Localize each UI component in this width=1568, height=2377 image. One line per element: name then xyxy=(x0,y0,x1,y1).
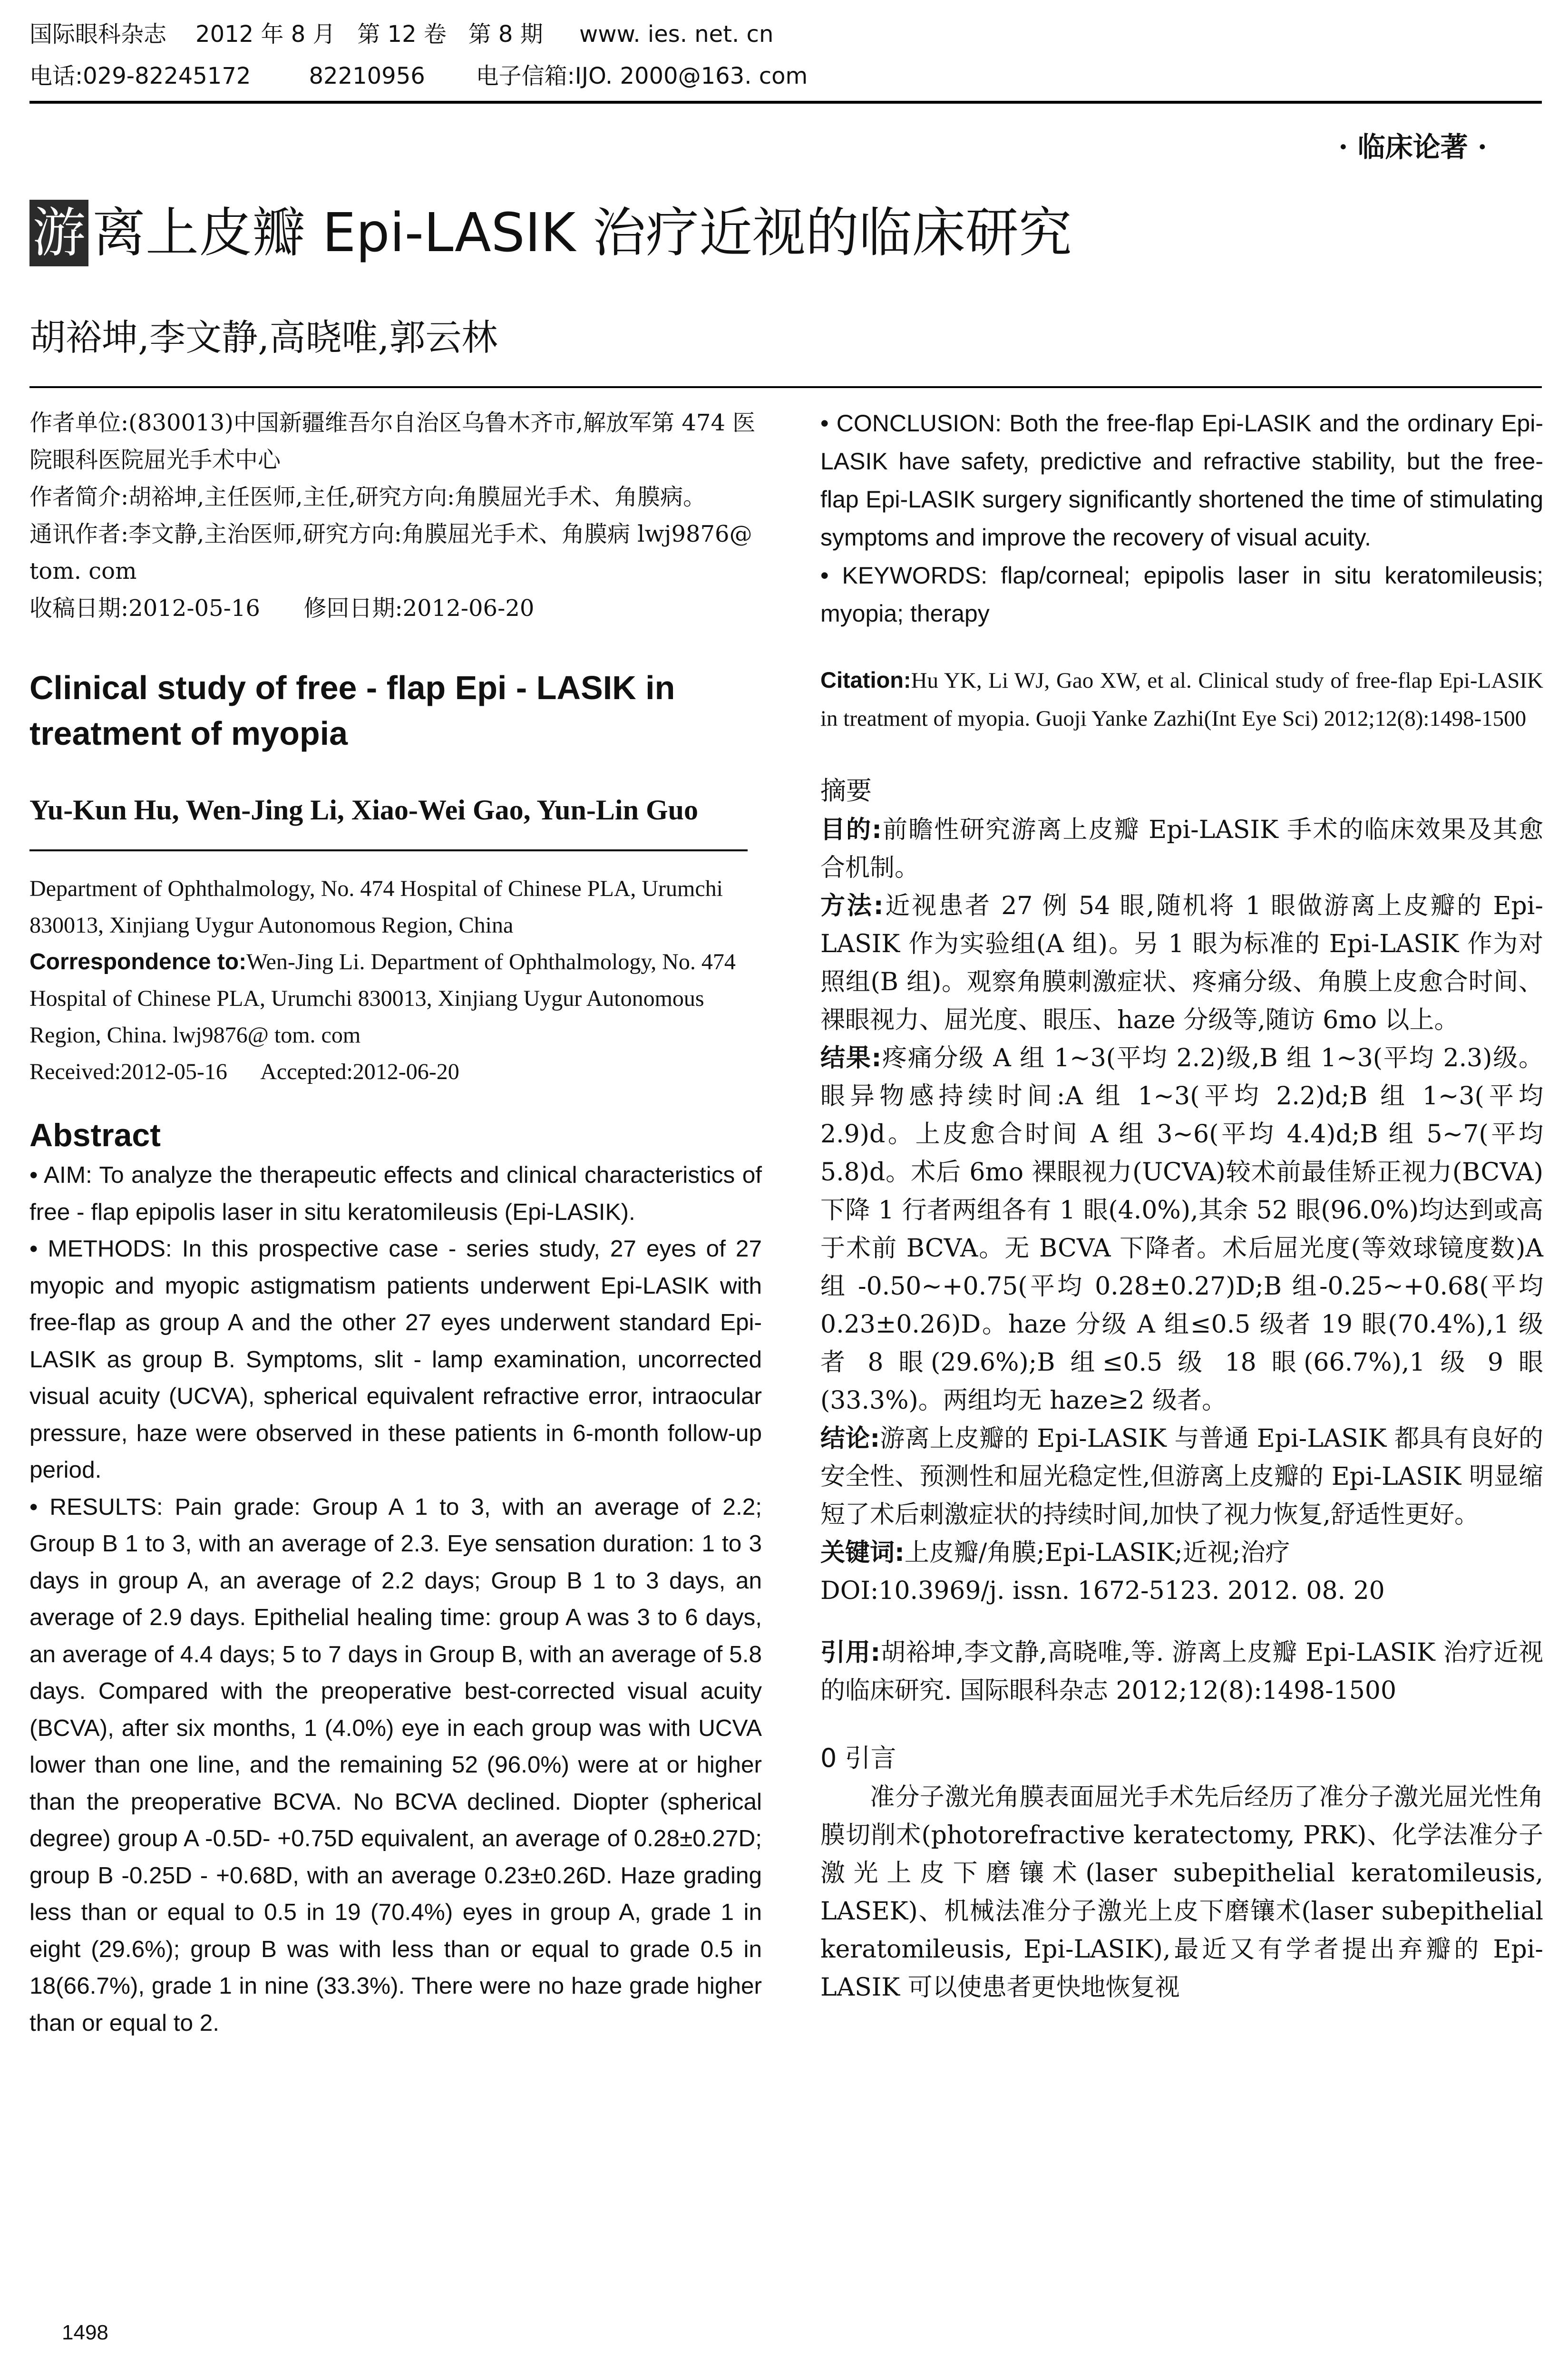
abstract-methods: • METHODS: In this prospective case - series study, 27 eyes of 27 myopic and myopic astigmatism patients underwent Epi-LASIK with free-flap as group A and the other 27 eyes underwent standard Epi-LASIK as group B. Symptoms, slit - lamp examination, uncorrected visual acuity (UCVA), spherical equivalent refractive error, intraocular pressure, haze were observed in these patients in 6-month follow-up period. xyxy=(29,1236,762,1483)
citation-text: Hu YK, Li WJ, Gao XW, et al. Clinical study of free-flap Epi-LASIK in treatment of myopia. Guoji Yanke Zazhi(Int Eye Sci) 2012;12(8):1498-1500 xyxy=(820,668,1543,731)
citation-label-cn: 引用: xyxy=(820,1638,881,1667)
abstract-heading-cn: 摘要 xyxy=(820,776,872,806)
abstract-keywords: • KEYWORDS: flap/corneal; epipolis laser in situ keratomileusis; myopia; therapy xyxy=(820,562,1543,627)
introduction-heading: 0 引言 xyxy=(820,1743,896,1773)
abstract-conclusion-cn: 结论:游离上皮瓣的 Epi-LASIK 与普通 Epi-LASIK 都具有良好的安全性、预测性和屈光稳定性,但游离上皮瓣的 Epi-LASIK 明显缩短了术后刺激症状的持续时间,加快了视力恢复,舒适性更好。 xyxy=(820,1424,1543,1529)
left-column xyxy=(29,404,762,2041)
english-authors: Yu-Kun Hu, Wen-Jing Li, Xiao-Wei Gao, Yun-Lin Guo xyxy=(29,794,698,826)
abstract-chinese xyxy=(820,811,1543,1610)
citation-english xyxy=(820,661,1543,738)
citation-label: Citation: xyxy=(820,667,911,692)
title-drop-character: 游 xyxy=(29,200,88,266)
section-label: · 临床论著 · xyxy=(1338,131,1487,163)
author-affiliation-cn: 作者单位:(830013)中国新疆维吾尔自治区乌鲁木齐市,解放军第 474 医院眼科医院屈光手术中心 xyxy=(29,409,756,473)
author-bio-cn: 作者简介:胡裕坤,主任医师,主任,研究方向:角膜屈光手术、角膜病。 xyxy=(29,484,706,510)
english-affiliation: Department of Ophthalmology, No. 474 Hospital of Chinese PLA, Urumchi 830013, Xinjiang Uygur Autonomous Region, China xyxy=(29,876,723,938)
abstract-methods-cn: 方法:近视患者 27 例 54 眼,随机将 1 眼做游离上皮瓣的 Epi-LASIK 作为实验组(A 组)。另 1 眼为标准的 Epi-LASIK 作为对照组(B 组)。观察角膜刺激症状、疼痛分级、角膜上皮愈合时间、裸眼视力、屈光度、眼压、haze 分级等,随访 6mo 以上。 xyxy=(820,892,1544,1034)
english-title: Clinical study of free - flap Epi - LASIK in treatment of myopia xyxy=(29,669,675,752)
page-number: 1498 xyxy=(62,2321,108,2344)
dates-cn: 收稿日期:2012-05-16 修回日期:2012-06-20 xyxy=(29,595,535,622)
journal-header-line1: 国际眼科杂志 2012 年 8 月 第 12 卷 第 8 期 www. ies. net. cn xyxy=(29,21,774,48)
right-column xyxy=(820,404,1543,2007)
abstract-conclusion: • CONCLUSION: Both the free-flap Epi-LASIK and the ordinary Epi-LASIK have safety, predictive and refractive stability, but the free-flap Epi-LASIK surgery significantly shortened the time of stimulating symptoms and improve the recovery of visual acuity. xyxy=(820,410,1543,551)
keywords-cn: 关键词:上皮瓣/角膜;Epi-LASIK;近视;治疗 xyxy=(820,1539,1290,1567)
doi: DOI:10.3969/j. issn. 1672-5123. 2012. 08. 20 xyxy=(820,1577,1385,1605)
english-authors-rule xyxy=(29,849,748,851)
abstract-results-cn: 结果:疼痛分级 A 组 1~3(平均 2.2)级,B 组 1~3(平均 2.3)级。眼异物感持续时间:A 组 1~3(平均 2.2)d;B 组 1~3(平均 2.9)d。上皮愈合时间 A 组 3~6(平均 4.4)d;B 组 5~7(平均 5.8)d。术后 6mo 裸眼视力(UCVA)较术前最佳矫正视力(BCVA)下降 1 行者两组各有 1 眼(4.0%),其余 52 眼(96.0%)均达到或高于术前 BCVA。无 BCVA 下降者。术后屈光度(等效球镜度数)A 组 -0.50~+0.75(平均 0.28±0.27)D;B 组-0.25~+0.68(平均 0.23±0.26)D。haze 分级 A 组≤0.5 级者 19 眼(70.4%),1 级者 8 眼(29.6%);B 组≤0.5 级 18 眼(66.7%),1 级 9 眼(33.3%)。两组均无 haze≥2 级者。 xyxy=(820,1044,1543,1415)
correspondence xyxy=(29,944,762,1053)
abstract-results: • RESULTS: Pain grade: Group A 1 to 3, with an average of 2.2; Group B 1 to 3, with an average of 2.3. Eye sensation duration: 1 to 3 days in group A, an average of 2.2 days; Group B 1 to 3 days, an average of 2.9 days. Epithelial healing time: group A was 3 to 6 days, an average of 4.4 days; 5 to 7 days in Group B, with an average of 5.8 days. Compared with the preoperative best-corrected visual acuity (BCVA), after six months, 1 (4.0%) eye in each group was with UCVA lower than one line, and the remaining 52 (96.0%) were at or higher than the preoperative BCVA. No BCVA declined. Diopter (spherical degree) group A -0.5D- +0.75D equivalent, an average of 0.28±0.27D; group B -0.25D - +0.68D, with an average 0.23±0.26D. Haze grading less than or equal to 0.5 in 19 (70.4%) eyes in group A, grade 1 in eight (29.6%); group B was with less than or equal to grade 0.5 in 18(66.7%), grade 1 in nine (33.3%). There were no haze grade higher than or equal to 2. xyxy=(29,1493,762,2036)
correspondence-text: Wen-Jing Li. Department of Ophthalmology, No. 474 Hospital of Chinese PLA, Urumchi 830013, Xinjiang Uygur Autonomous Region, China. lwj9876@ tom. com xyxy=(29,949,736,1048)
citation-text-cn: 胡裕坤,李文静,高晓唯,等. 游离上皮瓣 Epi-LASIK 治疗近视的临床研究. 国际眼科杂志 2012;12(8):1498-1500 xyxy=(820,1638,1544,1705)
abstract-heading: Abstract xyxy=(29,1117,161,1153)
article-title xyxy=(29,200,1072,266)
journal-header-line2: 电话:029-82245172 82210956 电子信箱:IJO. 2000@163. com xyxy=(29,63,808,89)
header-rule xyxy=(29,101,1542,104)
abstract-aim: • AIM: To analyze the therapeutic effects and clinical characteristics of free - flap epipolis laser in situ keratomileusis (Epi-LASIK). xyxy=(29,1162,762,1225)
abstract-aim-cn: 目的:前瞻性研究游离上皮瓣 Epi-LASIK 手术的临床效果及其愈合机制。 xyxy=(820,816,1544,882)
authors-chinese: 胡裕坤,李文静,高晓唯,郭云林 xyxy=(29,316,498,359)
corresponding-author-cn: 通讯作者:李文静,主治医师,研究方向:角膜屈光手术、角膜病 lwj9876@ tom. com xyxy=(29,521,752,585)
introduction-text: 准分子激光角膜表面屈光手术先后经历了准分子激光屈光性角膜切削术(photorefractive keratectomy, PRK)、化学法准分子激光上皮下磨镶术(laser subepithelial keratomileusis, LASEK)、机械法准分子激光上皮下磨镶术(laser subepithelial keratomileusis, Epi-LASIK),最近又有学者提出弃瓣的 Epi-LASIK 可以使患者更快地恢复视 xyxy=(820,1783,1543,2002)
correspondence-label: Correspondence to: xyxy=(29,949,247,974)
citation-chinese xyxy=(820,1634,1543,1710)
english-affiliation-block xyxy=(29,870,762,1090)
english-dates: Received:2012-05-16 Accepted:2012-06-20 xyxy=(29,1059,459,1084)
title-rule xyxy=(29,386,1542,388)
abstract-english xyxy=(29,1157,762,2041)
author-info-chinese xyxy=(29,404,762,627)
abstract-english-continued xyxy=(820,404,1543,633)
title-text: 离上皮瓣 Epi-LASIK 治疗近视的临床研究 xyxy=(92,202,1072,264)
